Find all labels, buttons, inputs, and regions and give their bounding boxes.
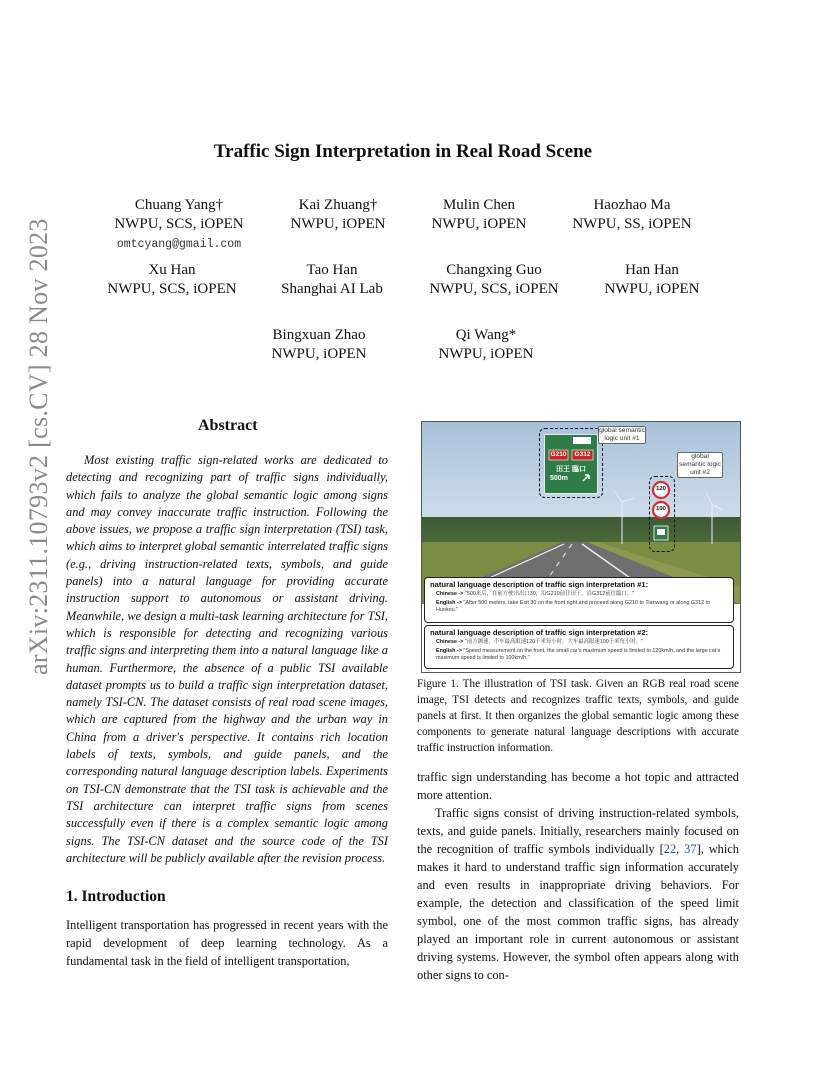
author-block xyxy=(582,261,722,299)
guide-panel-1 xyxy=(544,434,598,494)
intro-paragraph: Intelligent transportation has progressed in recent years with the rapid development of deep learning technology. As a fundamental task in the field of intelligent transportation, xyxy=(66,918,388,968)
author-affiliation: NWPU, SCS, iOPEN xyxy=(429,281,559,297)
author-affiliation: Shanghai AI Lab xyxy=(281,281,383,297)
panel-english-line xyxy=(436,648,728,662)
text-run: , xyxy=(676,842,685,856)
author-name: Bingxuan Zhao xyxy=(272,327,366,343)
author-block xyxy=(244,326,394,364)
abstract-text: Most existing traffic sign-related works are dedicated to detecting and recognizing part of traffic signs individually, which fails to analyze the global semantic logic among signs and may convey inaccurate traffic instruction. Following the above issues, we propose a traffic sign interpretation (TSI) task, which aims to interpret global semantic interrelated traffic signs (e.g., driving instruction-related texts, symbols, and guide panels) into a natural language for providing accurate instruction support to autonomous or assistant driving. Meanwhile, we design a multi-task learning architecture for TSI, which is responsible for detecting and recognizing various traffic signs and interpreting them into a natural language like a human. Furthermore, the absence of a public TSI available dataset prompts us to build a traffic sign interpretation dataset, namely TSI-CN. The dataset consists of real road scene images, which are captured from the highway and the urban way in China from a driver's perspective. It contains rich location labels of texts, symbols, and guide panels, and the corresponding natural language description labels. Experiments on TSI-CN demonstrate that the TSI task is achievable and the TSI architecture can interpret traffic signs from scenes successfully even if there is a complex semantic logic among signs. The TSI-CN dataset and the source code of the TSI architecture will be publicly available after the revision process. xyxy=(66,453,388,865)
author-name: Haozhao Ma xyxy=(593,197,671,213)
figure-1 xyxy=(421,421,741,673)
author-affiliation: NWPU, SCS, iOPEN xyxy=(114,216,244,232)
panel-english-line xyxy=(436,600,728,614)
language-label: Chinese -> xyxy=(436,639,464,645)
panel-chinese-line xyxy=(436,591,728,598)
author-name: Changxing Guo xyxy=(446,262,542,278)
english-description: "Speed measurement on the front, the small car's maximum speed is limited to 120km/h, and the large car's maximum speed is limited to 100km/h." xyxy=(436,648,721,661)
figure-caption: Figure 1. The illustration of TSI task. Given an RGB real road scene image, TSI detects and recognizes traffic texts, symbols, and guide panels at first. It then organizes the global semantic logic among these components to generate natural language descriptions with accurate traffic instruction information. xyxy=(417,678,739,754)
author-affiliation: NWPU, SCS, iOPEN xyxy=(107,281,237,297)
speed-limit-value: 120 xyxy=(656,486,666,492)
author-block xyxy=(263,196,413,234)
text-run: ], which makes it hard to understand traffic sign information accurately and even results in inappropriate driving behaviors. For example, the detection and classification of the speed limit symbol, one of the most common traffic signs, has already played an important role in current autonomous or assistant driving systems. However, the symbol often appears along with other signs to con- xyxy=(417,842,739,982)
description-panel-2 xyxy=(424,625,734,669)
author-affiliation: NWPU, SS, iOPEN xyxy=(572,216,692,232)
author-block xyxy=(404,196,554,234)
author-affiliation: NWPU, iOPEN xyxy=(604,281,700,297)
chinese-description: "前方测速，小车最高限速120千米每小时，大车最高限速100千米每小时。" xyxy=(464,639,644,645)
author-block xyxy=(414,261,574,299)
callout-unit-2: global semantic logic unit #2 xyxy=(677,452,723,478)
author-name: Mulin Chen xyxy=(442,197,516,213)
author-block xyxy=(92,261,252,299)
author-block xyxy=(554,196,710,234)
arxiv-identifier: arXiv:2311.10793v2 [cs.CV] 28 Nov 2023 xyxy=(24,218,53,675)
panel-heading: natural language description of traffic sign interpretation #1: xyxy=(430,580,649,589)
route-code: G210 xyxy=(550,451,567,458)
chinese-description: "500米后，在前方驶出出口30，沿G210前往田王，沿G312前往臨口。" xyxy=(464,591,635,597)
language-label: Chinese -> xyxy=(436,591,464,597)
body-paragraph xyxy=(417,804,739,984)
abstract-heading: Abstract xyxy=(198,417,258,434)
author-name: Tao Han xyxy=(306,262,358,278)
author-affiliation: NWPU, iOPEN xyxy=(431,216,527,232)
speed-limit-value: 100 xyxy=(656,506,666,512)
distance-label: 500m xyxy=(550,475,568,482)
author-affiliation: NWPU, iOPEN xyxy=(290,216,386,232)
panel-heading: natural language description of traffic sign interpretation #2: xyxy=(430,628,649,637)
english-description: "After 500 meters, take Exit 30 on the front right and proceed along G210 to Tianwang or along G312 to Huokou." xyxy=(436,600,711,613)
language-label: English -> xyxy=(436,600,462,606)
author-name: Kai Zhuang† xyxy=(298,197,378,213)
destination-names: 田王 臨口 xyxy=(556,466,586,473)
text-run: Traffic signs consist of driving instruction-related symbols, texts, and guide panels. Initially, researchers mainly focused on the recognition of traffic symbols individually [ xyxy=(417,806,739,856)
description-panel-1 xyxy=(424,577,734,623)
author-affiliation: NWPU, iOPEN xyxy=(438,346,534,362)
citation-link[interactable]: 22 xyxy=(663,842,677,856)
section-heading: 1. Introduction xyxy=(66,888,166,905)
route-code: G312 xyxy=(574,451,591,458)
author-block xyxy=(94,196,264,254)
author-email[interactable]: omtcyang@gmail.com xyxy=(116,238,242,251)
author-name: Qi Wang* xyxy=(455,327,517,343)
paper-title: Traffic Sign Interpretation in Real Road Scene xyxy=(213,141,593,162)
citation-link[interactable]: 37 xyxy=(684,842,697,856)
author-name: Chuang Yang† xyxy=(134,197,224,213)
author-affiliation: NWPU, iOPEN xyxy=(271,346,367,362)
author-name: Xu Han xyxy=(148,262,196,278)
panel-chinese-line xyxy=(436,639,728,646)
author-block xyxy=(411,326,561,364)
language-label: English -> xyxy=(436,648,462,654)
author-block xyxy=(262,261,402,299)
body-paragraph: traffic sign understanding has become a hot topic and attracted more attention. xyxy=(417,770,739,802)
author-name: Han Han xyxy=(625,262,679,278)
callout-unit-1: global semantic logic unit #1 xyxy=(599,427,645,442)
